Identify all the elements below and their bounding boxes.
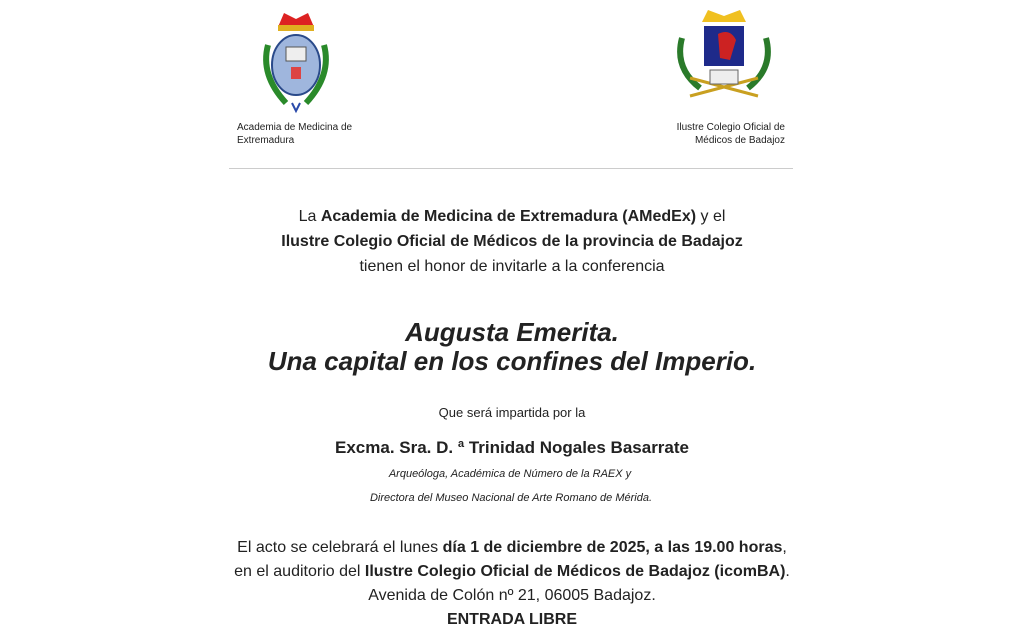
academia-name: Academia de Medicina de Extremadura (AMedEx) <box>320 208 697 225</box>
title-line: Una capital en los confines del Imperio. <box>267 346 757 376</box>
colegio-caption-line: Médicos de Badajoz <box>694 135 785 146</box>
intro-text: La <box>298 208 321 225</box>
event-text: . <box>785 563 790 580</box>
academia-caption <box>237 121 352 147</box>
event-text: El acto se celebrará el lunes <box>237 539 443 556</box>
event-details <box>0 536 1024 632</box>
speaker-intro: Que será impartida por la <box>438 405 586 420</box>
free-entry: ENTRADA LIBRE <box>446 611 578 628</box>
invitation-intro <box>0 204 1024 279</box>
event-date: día 1 de diciembre de 2025, a las 19.00 horas <box>442 539 783 556</box>
event-venue: Ilustre Colegio Oficial de Médicos de Badajoz (icomBA) <box>364 563 786 580</box>
speaker-role: Directora del Museo Nacional de Arte Romano de Mérida. <box>369 492 653 504</box>
speaker-role: Arqueóloga, Académica de Número de la RAEX y <box>388 468 632 480</box>
academia-crest-logo <box>256 5 336 115</box>
colegio-caption-line: Ilustre Colegio Oficial de <box>676 122 785 133</box>
colegio-name: Ilustre Colegio Oficial de Médicos de la provincia de Badajoz <box>281 233 743 250</box>
speaker-name: Excma. Sra. D. ª Trinidad Nogales Basarrate <box>335 438 689 457</box>
event-address: Avenida de Colón nº 21, 06005 Badajoz. <box>368 587 656 604</box>
academia-caption-line: Academia de Medicina de <box>237 122 353 133</box>
event-text: en el auditorio del <box>234 563 365 580</box>
event-text: , <box>782 539 787 556</box>
colegio-caption <box>677 121 785 147</box>
academia-caption-line: Extremadura <box>237 135 295 146</box>
colegio-crest-logo <box>670 8 778 108</box>
divider <box>229 168 793 169</box>
title-line: Augusta Emerita. <box>405 317 619 347</box>
intro-text: tienen el honor de invitarle a la conferencia <box>359 258 665 275</box>
conference-title <box>0 318 1024 376</box>
intro-text: y el <box>696 208 726 225</box>
